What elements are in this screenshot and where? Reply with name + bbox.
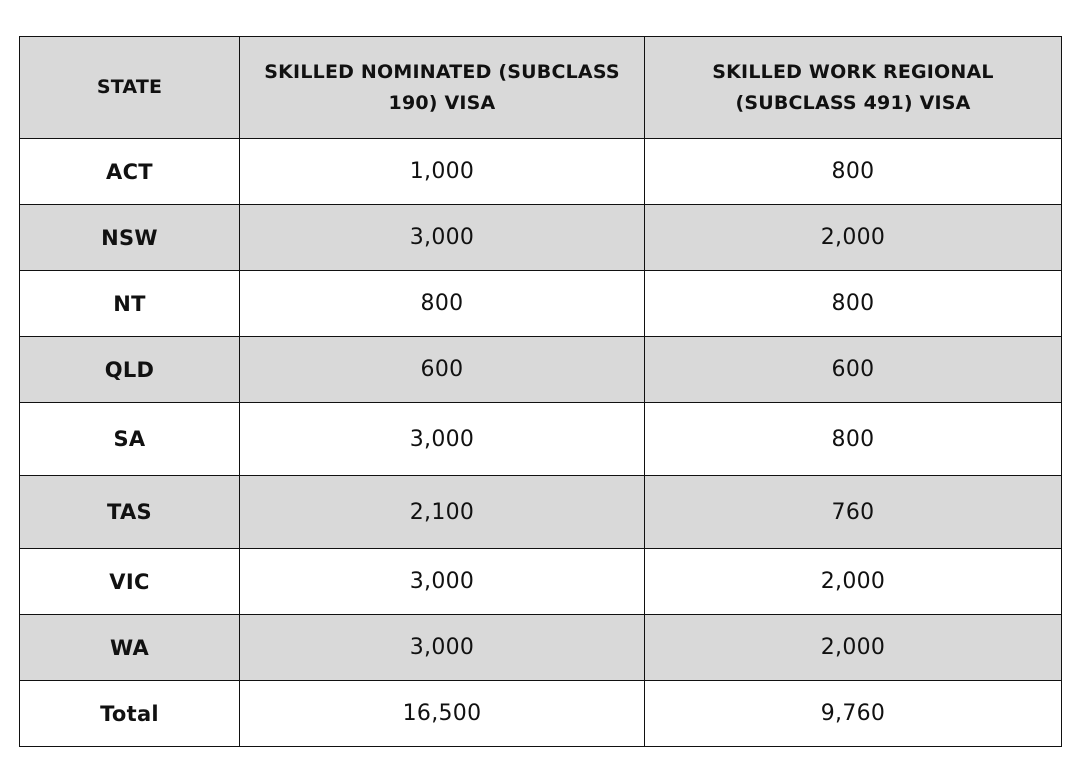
- cell-subclass-190: 3,000: [240, 403, 645, 476]
- cell-state: TAS: [20, 476, 240, 549]
- table-row-nsw: [20, 205, 1062, 271]
- table-row-total: [20, 681, 1062, 747]
- cell-subclass-491: 800: [645, 139, 1062, 205]
- cell-subclass-491: 760: [645, 476, 1062, 549]
- table-row-wa: [20, 615, 1062, 681]
- cell-subclass-491: 600: [645, 337, 1062, 403]
- table-row-sa: [20, 403, 1062, 476]
- cell-subclass-190: 1,000: [240, 139, 645, 205]
- cell-state: NT: [20, 271, 240, 337]
- cell-subclass-190: 16,500: [240, 681, 645, 747]
- cell-subclass-491: 800: [645, 271, 1062, 337]
- table-row-tas: [20, 476, 1062, 549]
- cell-subclass-491: 9,760: [645, 681, 1062, 747]
- table-row-vic: [20, 549, 1062, 615]
- cell-subclass-190: 3,000: [240, 205, 645, 271]
- cell-state: WA: [20, 615, 240, 681]
- table-row-qld: [20, 337, 1062, 403]
- cell-subclass-190: 3,000: [240, 549, 645, 615]
- cell-subclass-190: 800: [240, 271, 645, 337]
- cell-state: VIC: [20, 549, 240, 615]
- header-state: STATE: [20, 37, 240, 139]
- cell-subclass-491: 800: [645, 403, 1062, 476]
- cell-state: Total: [20, 681, 240, 747]
- cell-state: ACT: [20, 139, 240, 205]
- cell-subclass-491: 2,000: [645, 549, 1062, 615]
- cell-state: NSW: [20, 205, 240, 271]
- table-header-row: [20, 37, 1062, 139]
- cell-subclass-491: 2,000: [645, 205, 1062, 271]
- cell-state: QLD: [20, 337, 240, 403]
- cell-subclass-190: 2,100: [240, 476, 645, 549]
- header-subclass-190: SKILLED NOMINATED (SUBCLASS 190) VISA: [240, 37, 645, 139]
- header-subclass-491: SKILLED WORK REGIONAL (SUBCLASS 491) VISA: [645, 37, 1062, 139]
- cell-subclass-190: 600: [240, 337, 645, 403]
- cell-subclass-491: 2,000: [645, 615, 1062, 681]
- cell-state: SA: [20, 403, 240, 476]
- visa-allocation-table: [19, 36, 1062, 747]
- table-row-act: [20, 139, 1062, 205]
- cell-subclass-190: 3,000: [240, 615, 645, 681]
- table-row-nt: [20, 271, 1062, 337]
